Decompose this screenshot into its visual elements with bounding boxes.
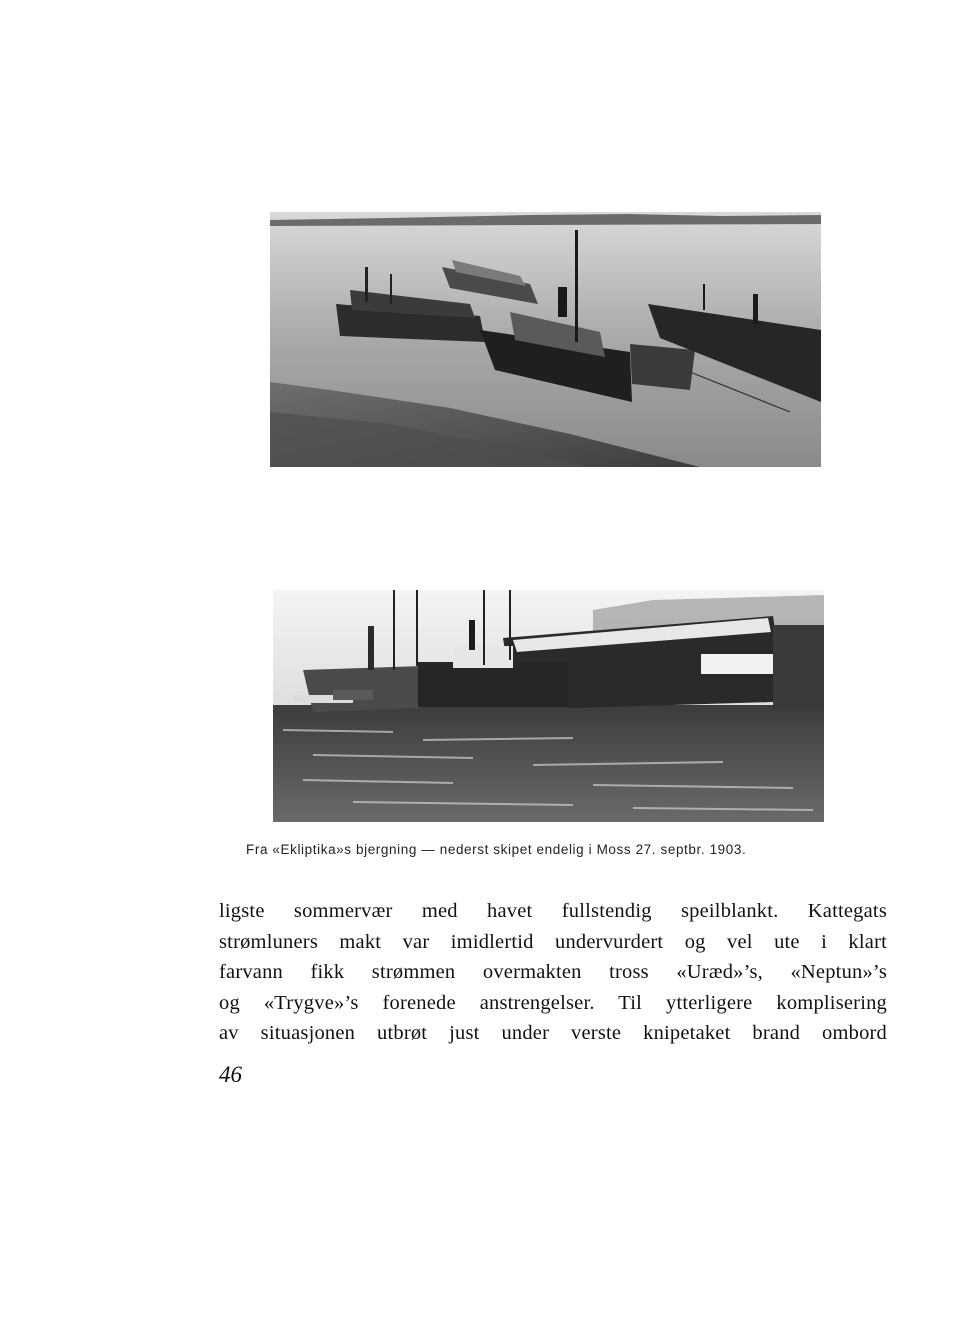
body-line: av situasjonen utbrøt just under verste knipetaket brand ombord <box>219 1022 887 1044</box>
ships-offshore-photo-icon <box>270 212 821 467</box>
body-line: strømluners makt var imidlertid undervurdert og vel ute i klart <box>219 930 887 953</box>
body-line: ligste sommervær med havet fullstendig speilblankt. Kattegats <box>219 900 887 922</box>
photo-salvage-ships <box>270 212 821 467</box>
photo-ship-at-moss <box>273 590 824 822</box>
body-paragraph <box>219 896 887 1049</box>
photo-caption: Fra «Ekliptika»s bjergning — nederst skipet endelig i Moss 27. septbr. 1903. <box>246 842 747 857</box>
page-number: 46 <box>219 1062 242 1087</box>
body-line: farvann fikk strømmen overmakten tross «Uræd»’s, «Neptun»’s <box>219 961 887 983</box>
body-line: og «Trygve»’s forenede anstrengelser. Til ytterligere komplisering <box>219 991 887 1014</box>
ship-in-harbor-photo-icon <box>273 590 824 822</box>
